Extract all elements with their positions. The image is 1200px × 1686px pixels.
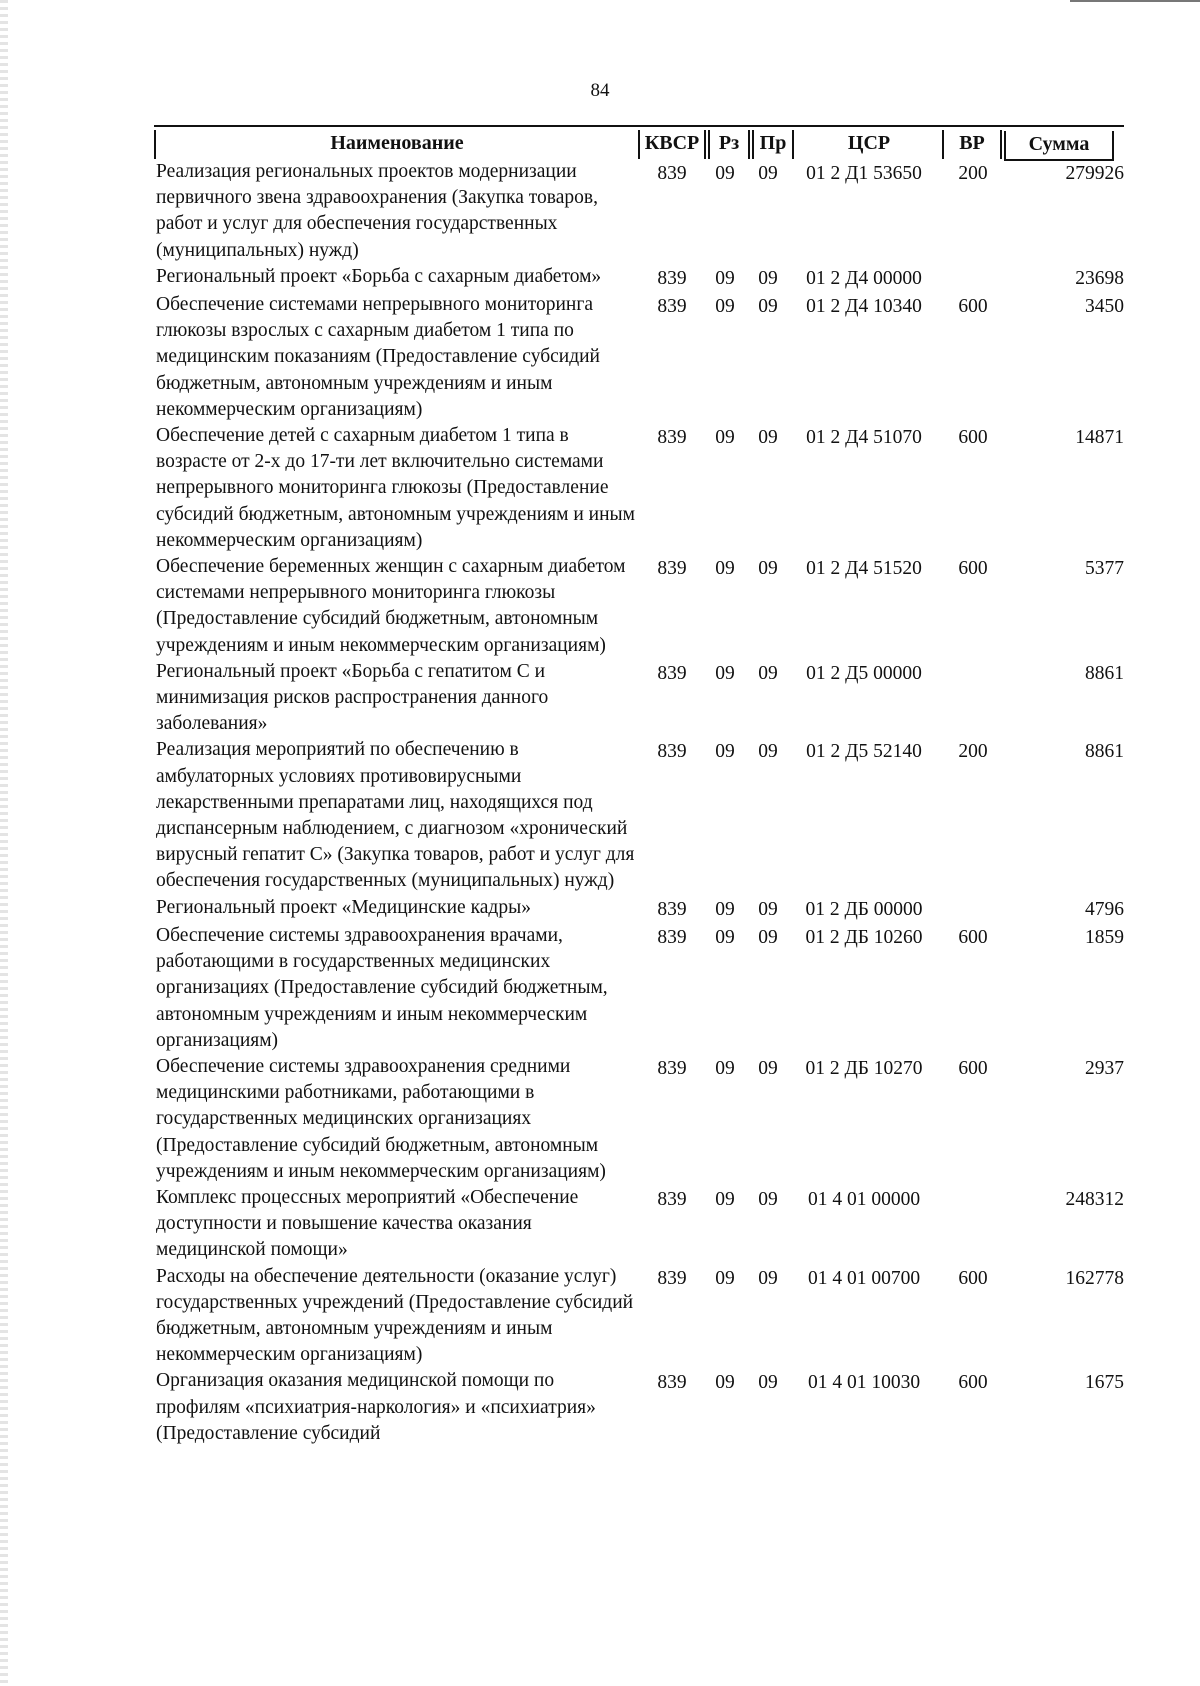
row-rz: 09 bbox=[715, 741, 735, 763]
row-rz: 09 bbox=[715, 427, 735, 449]
row-name: Обеспечение беременных женщин с сахарным диабетом системами непрерывного мониторинга глюкозы (Предоставление субсидий бюджетным, автономным учреждениям и иным некоммерческим организациям) bbox=[156, 556, 626, 656]
row-pr: 09 bbox=[758, 1372, 778, 1394]
row-rz: 09 bbox=[715, 926, 735, 948]
row-vr: 600 bbox=[958, 1057, 988, 1079]
header-csr: ЦСР bbox=[847, 132, 891, 154]
scan-edge bbox=[0, 0, 8, 1686]
row-rz: 09 bbox=[715, 898, 735, 920]
table-row bbox=[154, 264, 1124, 292]
row-vr: 200 bbox=[958, 163, 988, 184]
row-kvsr: 839 bbox=[657, 926, 687, 948]
row-kvsr: 839 bbox=[657, 296, 687, 318]
row-pr: 09 bbox=[758, 662, 778, 684]
row-csr: 01 4 01 10030 bbox=[807, 1372, 921, 1394]
row-name: Региональный проект «Борьба с гепатитом С и минимизация рисков распространения данного заболевания» bbox=[156, 660, 549, 735]
row-rz: 09 bbox=[715, 1372, 735, 1394]
row-vr bbox=[938, 1185, 1008, 1187]
page-number: 84 bbox=[590, 80, 610, 101]
row-csr: 01 2 ДБ 00000 bbox=[805, 898, 923, 920]
row-csr: 01 4 01 00700 bbox=[807, 1267, 921, 1289]
row-name: Организация оказания медицинской помощи по профилям «психиатрия-наркология» и «психиатрия» (Предоставление субсидий bbox=[156, 1370, 596, 1444]
row-pr: 09 bbox=[758, 1267, 778, 1289]
row-csr: 01 2 Д4 10340 bbox=[806, 296, 922, 318]
row-name: Реализация региональных проектов модернизации первичного звена здравоохранения (Закупка товаров, работ и услуг для обеспечения государственных (муниципальных) нужд) bbox=[156, 161, 598, 261]
row-sum: 23698 bbox=[1075, 267, 1124, 289]
row-sum: 14871 bbox=[1075, 427, 1124, 449]
row-vr: 200 bbox=[958, 741, 988, 763]
row-name: Обеспечение системы здравоохранения средними медицинскими работниками, работающими в государственных медицинских организациях (Предоставление субсидий бюджетным, автономным учреждениям и иным некоммерческим организациям) bbox=[156, 1055, 606, 1182]
row-name: Расходы на обеспечение деятельности (оказание услуг) государственных учреждений (Предоставление субсидий бюджетным, автономным учреждениям и иным некоммерческим организациям) bbox=[156, 1265, 634, 1366]
row-sum: 8861 bbox=[1085, 741, 1124, 763]
row-sum: 2937 bbox=[1085, 1057, 1124, 1079]
row-vr: 600 bbox=[958, 558, 988, 580]
table-row bbox=[154, 1264, 1124, 1369]
row-sum: 5377 bbox=[1085, 558, 1124, 580]
row-csr: 01 2 Д5 52140 bbox=[806, 741, 922, 763]
header-sum: Сумма bbox=[1004, 131, 1114, 161]
row-kvsr: 839 bbox=[657, 1267, 687, 1289]
row-vr: 600 bbox=[958, 427, 988, 449]
row-vr: 600 bbox=[958, 1372, 988, 1394]
row-rz: 09 bbox=[715, 163, 735, 184]
header-name: Наименование bbox=[154, 130, 640, 159]
table-row bbox=[154, 895, 1124, 923]
row-rz: 09 bbox=[715, 662, 735, 684]
row-vr: 600 bbox=[958, 1267, 988, 1289]
row-sum: 1859 bbox=[1085, 926, 1124, 948]
table-row bbox=[154, 159, 1124, 264]
table-row bbox=[154, 923, 1124, 1054]
row-kvsr: 839 bbox=[657, 1057, 687, 1079]
row-vr bbox=[938, 895, 1008, 897]
table-body bbox=[154, 159, 1124, 1447]
row-vr: 600 bbox=[958, 296, 988, 318]
row-pr: 09 bbox=[758, 558, 778, 580]
budget-table bbox=[154, 125, 1124, 1447]
row-rz: 09 bbox=[715, 1057, 735, 1079]
table-row bbox=[154, 423, 1124, 554]
row-csr: 01 2 Д4 00000 bbox=[806, 267, 922, 289]
row-kvsr: 839 bbox=[657, 898, 687, 920]
row-pr: 09 bbox=[758, 1057, 778, 1079]
table-row bbox=[154, 737, 1124, 894]
row-rz: 09 bbox=[715, 558, 735, 580]
row-sum: 1675 bbox=[1085, 1372, 1124, 1394]
row-name: Обеспечение детей с сахарным диабетом 1 типа в возрасте от 2-х до 17-ти лет включительно системами непрерывного мониторинга глюкозы (Предоставление субсидий бюджетным, автономным учреждениям и иным некоммерческим организациям) bbox=[156, 425, 635, 551]
row-vr bbox=[938, 659, 1008, 661]
row-sum: 4796 bbox=[1085, 898, 1124, 920]
row-kvsr: 839 bbox=[657, 1188, 687, 1210]
row-name: Реализация мероприятий по обеспечению в амбулаторных условиях противовирусными лекарственными препаратами лиц, находящихся под диспансерным наблюдением, с диагнозом «хронический вирусный гепатит С» (Закупка товаров, работ и услуг для обеспечения государственных (муниципальных) нужд) bbox=[156, 739, 635, 892]
row-vr: 600 bbox=[958, 926, 988, 948]
scan-mark bbox=[1070, 0, 1200, 2]
row-name: Обеспечение системы здравоохранения врачами, работающими в государственных медицинских организациях (Предоставление субсидий бюджетным, автономным учреждениям и иным некоммерческим организациям) bbox=[156, 924, 608, 1051]
row-name: Обеспечение системами непрерывного мониторинга глюкозы взрослых с сахарным диабетом 1 типа по медицинским показаниям (Предоставление субсидий бюджетным, автономным учреждениям и иным некоммерческим организациям) bbox=[156, 294, 600, 420]
row-kvsr: 839 bbox=[657, 741, 687, 763]
table-row bbox=[154, 659, 1124, 738]
row-rz: 09 bbox=[715, 267, 735, 289]
row-csr: 01 2 ДБ 10260 bbox=[805, 926, 923, 948]
row-pr: 09 bbox=[758, 741, 778, 763]
row-rz: 09 bbox=[715, 1188, 735, 1210]
table-row bbox=[154, 1368, 1124, 1447]
row-pr: 09 bbox=[758, 898, 778, 920]
row-kvsr: 839 bbox=[657, 427, 687, 449]
row-pr: 09 bbox=[758, 163, 778, 184]
row-kvsr: 839 bbox=[657, 1372, 687, 1394]
row-csr: 01 2 Д1 53650 bbox=[806, 163, 922, 184]
row-name: Комплекс процессных мероприятий «Обеспечение доступности и повышение качества оказания медицинской помощи» bbox=[156, 1186, 579, 1261]
row-kvsr: 839 bbox=[657, 163, 687, 184]
header-pr: Пр bbox=[752, 130, 794, 159]
header-kvsr: КВСР bbox=[640, 130, 706, 159]
row-csr: 01 4 01 00000 bbox=[807, 1188, 921, 1210]
row-pr: 09 bbox=[758, 296, 778, 318]
row-sum: 248312 bbox=[1065, 1188, 1124, 1210]
table-row bbox=[154, 1185, 1124, 1264]
row-kvsr: 839 bbox=[657, 267, 687, 289]
row-rz: 09 bbox=[715, 1267, 735, 1289]
table-row bbox=[154, 554, 1124, 659]
row-sum: 162778 bbox=[1065, 1267, 1124, 1289]
row-vr bbox=[938, 264, 1008, 266]
row-pr: 09 bbox=[758, 1188, 778, 1210]
row-csr: 01 2 Д4 51520 bbox=[806, 558, 922, 580]
row-kvsr: 839 bbox=[657, 662, 687, 684]
header-rz: Рз bbox=[708, 130, 750, 159]
table-header bbox=[154, 125, 1124, 159]
row-pr: 09 bbox=[758, 926, 778, 948]
row-name: Региональный проект «Борьба с сахарным диабетом» bbox=[156, 265, 602, 287]
table-row bbox=[154, 292, 1124, 423]
header-vr: ВР bbox=[942, 130, 1002, 159]
row-csr: 01 2 Д4 51070 bbox=[806, 427, 922, 449]
row-pr: 09 bbox=[758, 427, 778, 449]
table-row bbox=[154, 1054, 1124, 1185]
row-sum: 279926 bbox=[1065, 163, 1124, 184]
row-sum: 8861 bbox=[1085, 662, 1124, 684]
row-name: Региональный проект «Медицинские кадры» bbox=[156, 896, 531, 918]
row-rz: 09 bbox=[715, 296, 735, 318]
row-pr: 09 bbox=[758, 267, 778, 289]
row-csr: 01 2 ДБ 10270 bbox=[805, 1057, 923, 1079]
row-sum: 3450 bbox=[1085, 296, 1124, 318]
row-kvsr: 839 bbox=[657, 558, 687, 580]
row-csr: 01 2 Д5 00000 bbox=[806, 662, 922, 684]
